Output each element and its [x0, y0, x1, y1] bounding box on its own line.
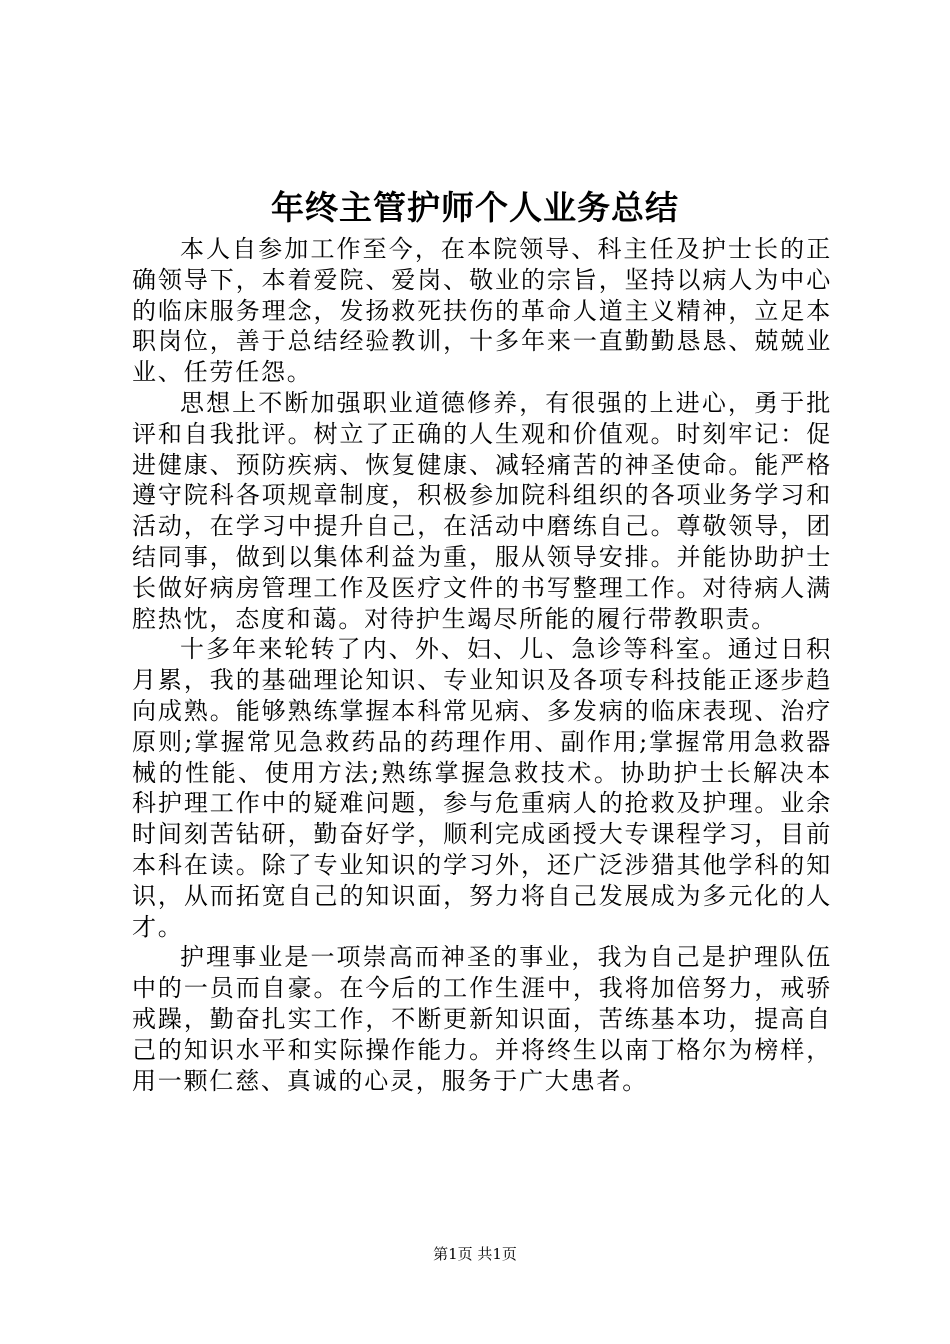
document-title: 年终主管护师个人业务总结	[271, 188, 679, 227]
paragraph-3: 十多年来轮转了内、外、妇、儿、急诊等科室。通过日积月累，我的基础理论知识、专业知识及各项专科技能正逐步趋向成熟。能够熟练掌握本科常见病、多发病的临床表现、治疗原则;掌握常见急救药品的药理作用、副作用;掌握常用急救器械的性能、使用方法;熟练掌握急救技术。协助护士长解决本科护理工作中的疑难问题，参与危重病人的抢救及护理。业余时间刻苦钻研，勤奋好学，顺利完成函授大专课程学习，目前本科在读。除了专业知识的学习外，还广泛涉猎其他学科的知识，从而拓宽自己的知识面，努力将自己发展成为多元化的人才。	[132, 635, 832, 941]
paragraph-1: 本人自参加工作至今，在本院领导、科主任及护士长的正确领导下，本着爱院、爱岗、敬业的宗旨，坚持以病人为中心的临床服务理念，发扬救死扶伤的革命人道主义精神，立足本职岗位，善于总结经验教训，十多年来一直勤勤恳恳、兢兢业业、任劳任怨。	[132, 235, 832, 387]
document-body	[132, 234, 832, 1096]
paragraph-2: 思想上不断加强职业道德修养，有很强的上进心，勇于批评和自我批评。树立了正确的人生观和价值观。时刻牢记：促进健康、预防疾病、恢复健康、减轻痛苦的神圣使命。能严格遵守院科各项规章制度，积极参加院科组织的各项业务学习和活动，在学习中提升自己，在活动中磨练自己。尊敬领导，团结同事，做到以集体利益为重，服从领导安排。并能协助护士长做好病房管理工作及医疗文件的书写整理工作。对待病人满腔热忱，态度和蔼。对待护生竭尽所能的履行带教职责。	[132, 388, 832, 633]
page-footer: 第1页 共1页	[433, 1245, 517, 1263]
paragraph-4: 护理事业是一项崇高而神圣的事业，我为自己是护理队伍中的一员而自豪。在今后的工作生涯中，我将加倍努力，戒骄戒躁，勤奋扎实工作，不断更新知识面，苦练基本功，提高自己的知识水平和实际操作能力。并将终生以南丁格尔为榜样，用一颗仁慈、真诚的心灵，服务于广大患者。	[132, 943, 832, 1095]
